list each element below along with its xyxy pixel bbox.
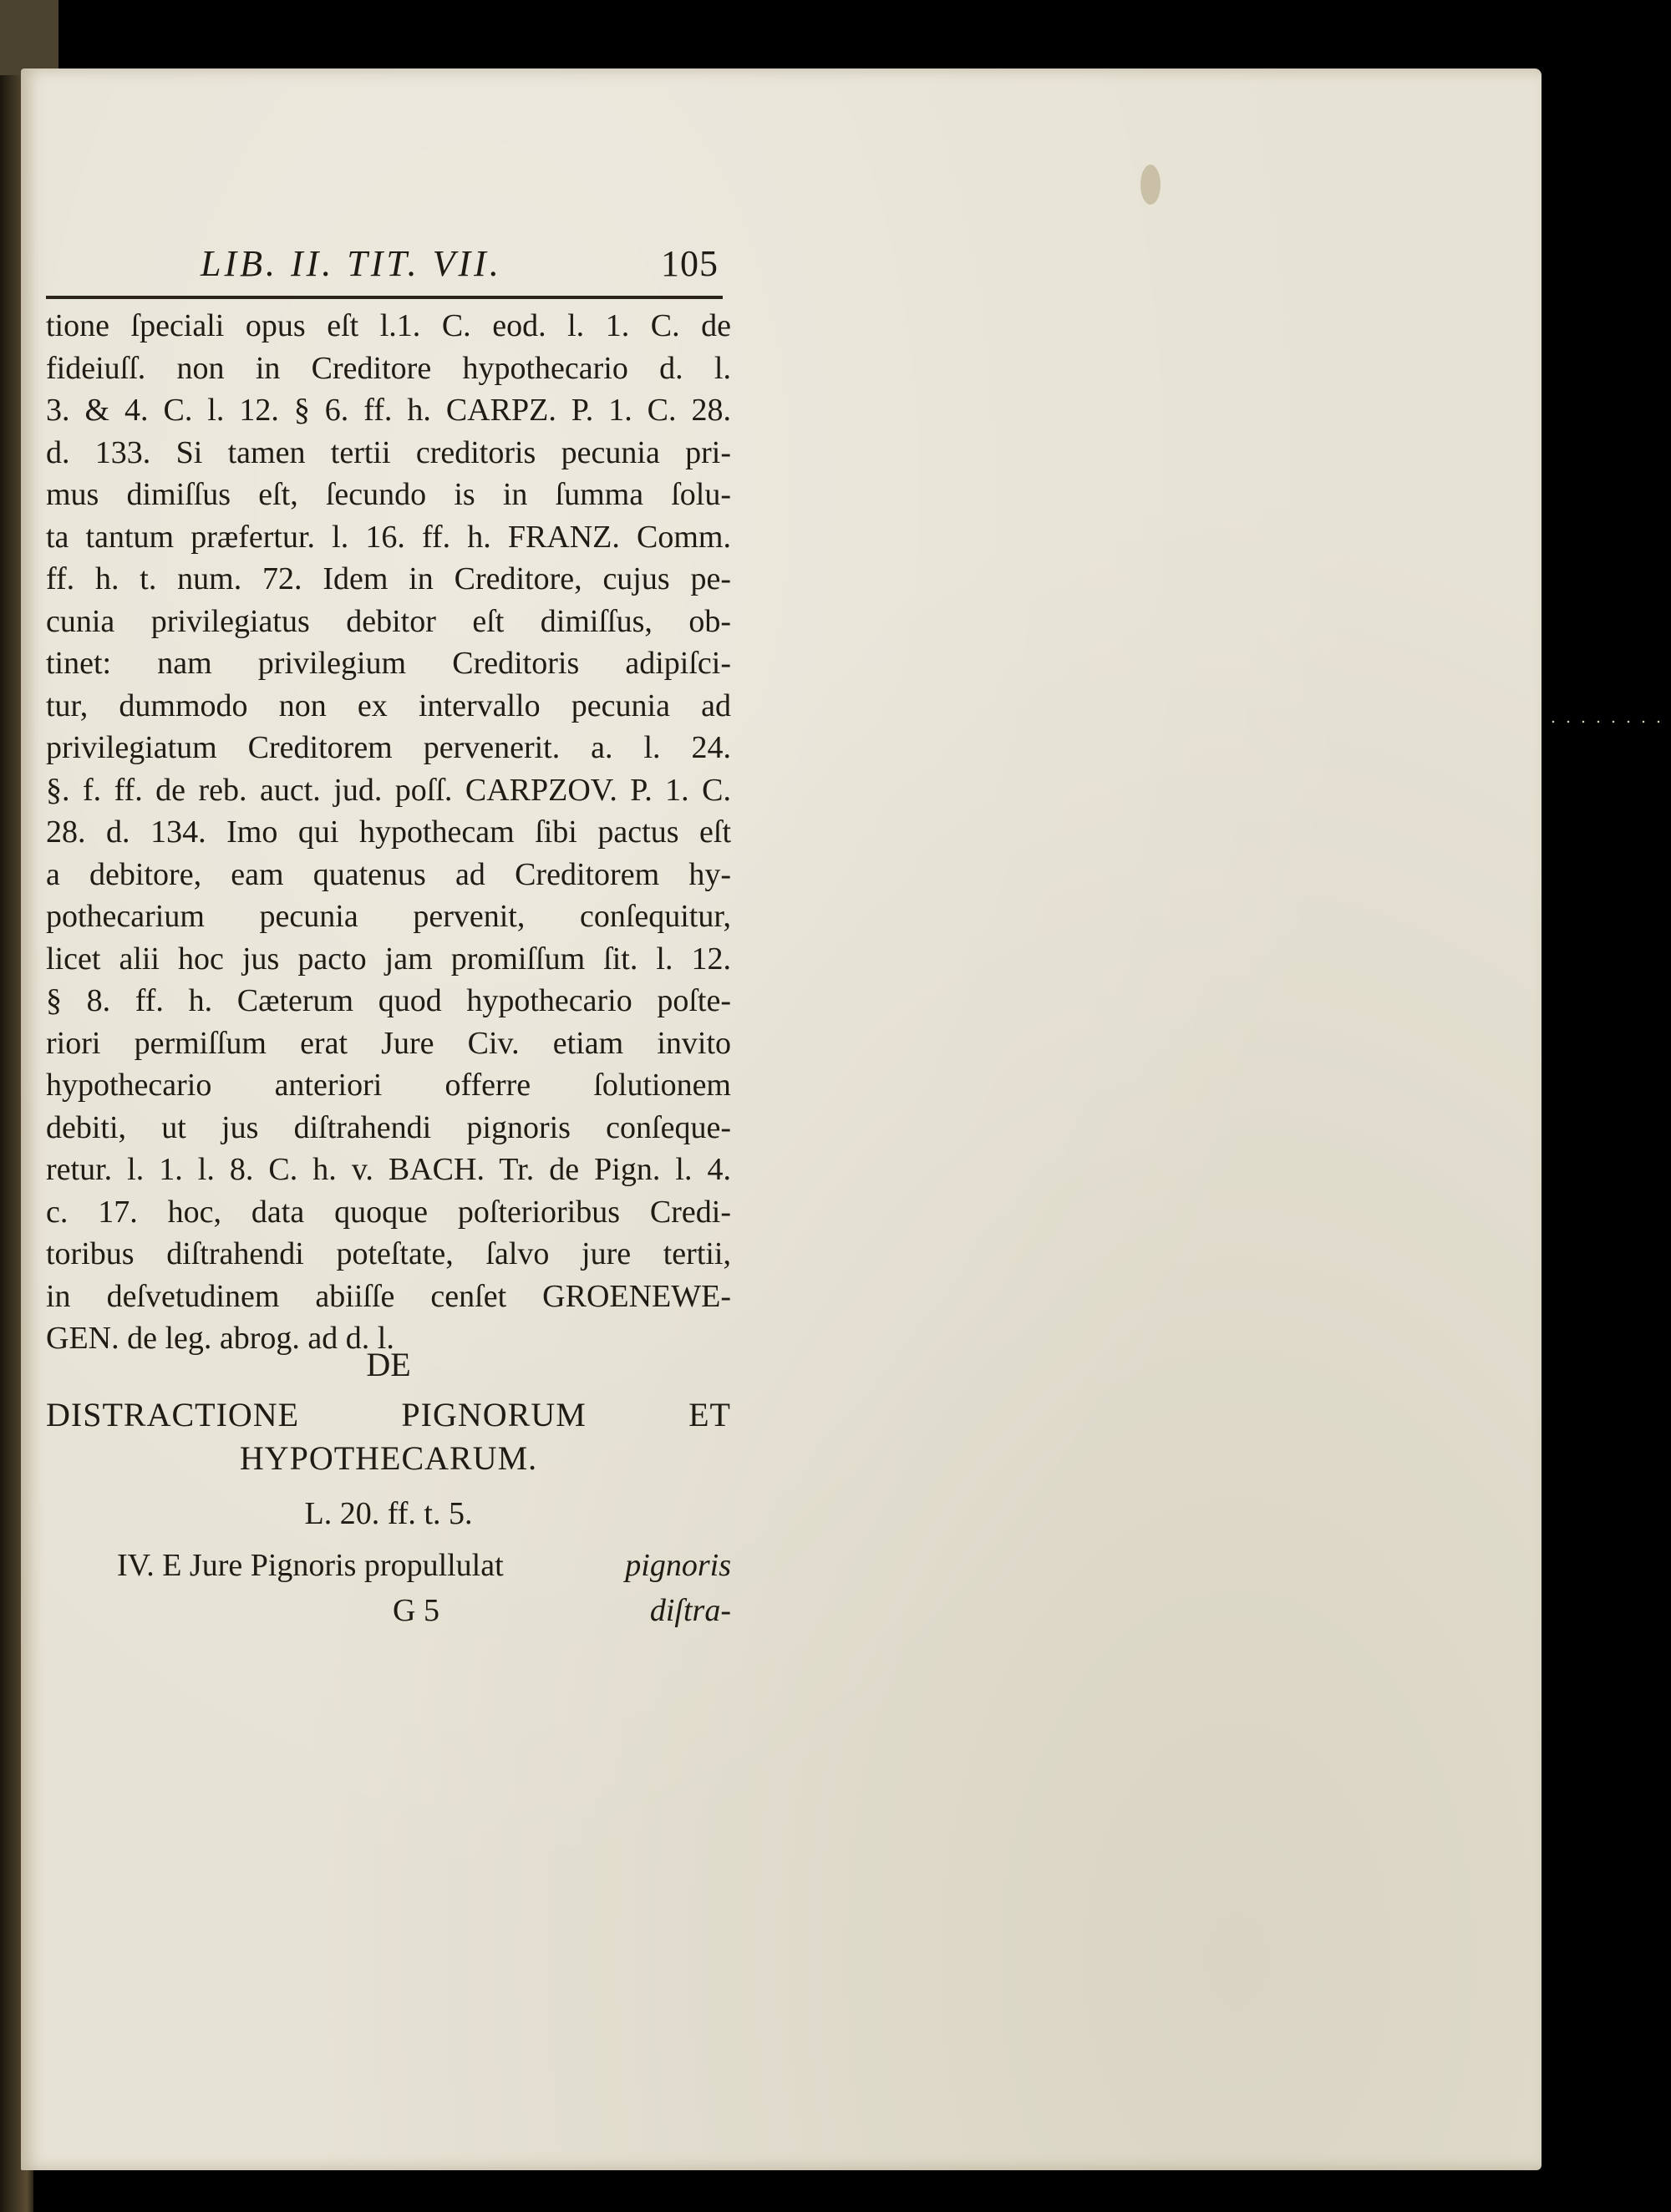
running-head-title: LIB. II. TIT. VII. [201,243,502,284]
text-line: debiti, ut jus diſtrahendi pignoris conſeque- [46,1109,731,1145]
page-number: 105 [661,243,719,284]
body-text [46,305,731,1360]
text-line: in deſvetudinem abiiſſe cenſet GROENEWE- [46,1278,731,1314]
section-heading-de: DE [366,1346,411,1383]
text-line: a debitore, eam quatenus ad Creditorem hy- [46,856,731,892]
text-line: fideiuſſ. non in Creditore hypothecario d. l. [46,350,731,386]
header-rule [46,296,723,299]
text-line: tur, dummodo non ex intervallo pecunia ad [46,687,731,723]
text-line: 3. & 4. C. l. 12. § 6. ff. h. CARPZ. P. 1. C. 28. [46,393,731,428]
text-line: privilegiatum Creditorem pervenerit. a. l. 24. [46,730,731,765]
heading-word: PIGNORUM [401,1396,587,1433]
text-line: 28. d. 134. Imo qui hypothecam ſibi pactus eſt [46,814,731,850]
paragraph-italic-word: pignoris [625,1548,731,1583]
spine-patch [0,0,58,75]
text-line: mus dimiſſus eſt, ſecundo is in ſumma ſolu- [46,477,731,512]
text-line: § 8. ff. h. Cæterum quod hypothecario poſte- [46,983,731,1018]
text-line: cunia privilegiatus debitor eſt dimiſſus, ob- [46,603,731,639]
text-line: c. 17. hoc, data quoque poſterioribus Credi- [46,1194,731,1230]
text-line: tione ſpeciali opus eſt l.1. C. eod. l. 1. C. de [46,308,731,343]
heading-word: ET [688,1396,731,1433]
section-reference: L. 20. ff. t. 5. [304,1496,473,1531]
text-line: ta tantum præfertur. l. 16. ff. h. FRANZ. Comm. [46,519,731,555]
paper-stain [1140,165,1161,205]
paragraph-start [117,1547,731,1584]
heading-word: DISTRACTIONE [46,1396,300,1433]
text-line: tinet: nam privilegium Creditoris adipiſci- [46,646,731,681]
catchword: diſtra- [649,1593,731,1628]
paragraph-text: IV. E Jure Pignoris propullulat [117,1548,504,1583]
text-line: hypothecario anteriori offerre ſolutionem [46,1068,731,1103]
text-line: toribus diſtrahendi poteſtate, ſalvo jure tertii, [46,1236,731,1271]
text-line: licet alii hoc jus pacto jam promiſſum ſit. l. 12. [46,941,731,977]
scan-artifact-dots [1546,720,1671,723]
text-line: riori permiſſum erat Jure Civ. etiam invito [46,1025,731,1061]
running-head [201,242,719,292]
page-footer [393,1592,731,1629]
section-heading [46,1395,731,1482]
signature-mark: G 5 [393,1593,439,1628]
text-line: §. f. ff. de reb. auct. jud. poſſ. CARPZOV. P. 1. C. [46,772,731,808]
text-line: d. 133. Si tamen tertii creditoris pecunia pri- [46,434,731,470]
text-line: pothecarium pecunia pervenit, conſequitur, [46,899,731,934]
text-line: ff. h. t. num. 72. Idem in Creditore, cujus pe- [46,561,731,596]
heading-line-2: HYPOTHECARUM. [239,1439,538,1477]
text-line: retur. l. 1. l. 8. C. h. v. BACH. Tr. de Pign. l. 4. [46,1152,731,1187]
text-line: GEN. de leg. abrog. ad d. l. [46,1321,394,1356]
